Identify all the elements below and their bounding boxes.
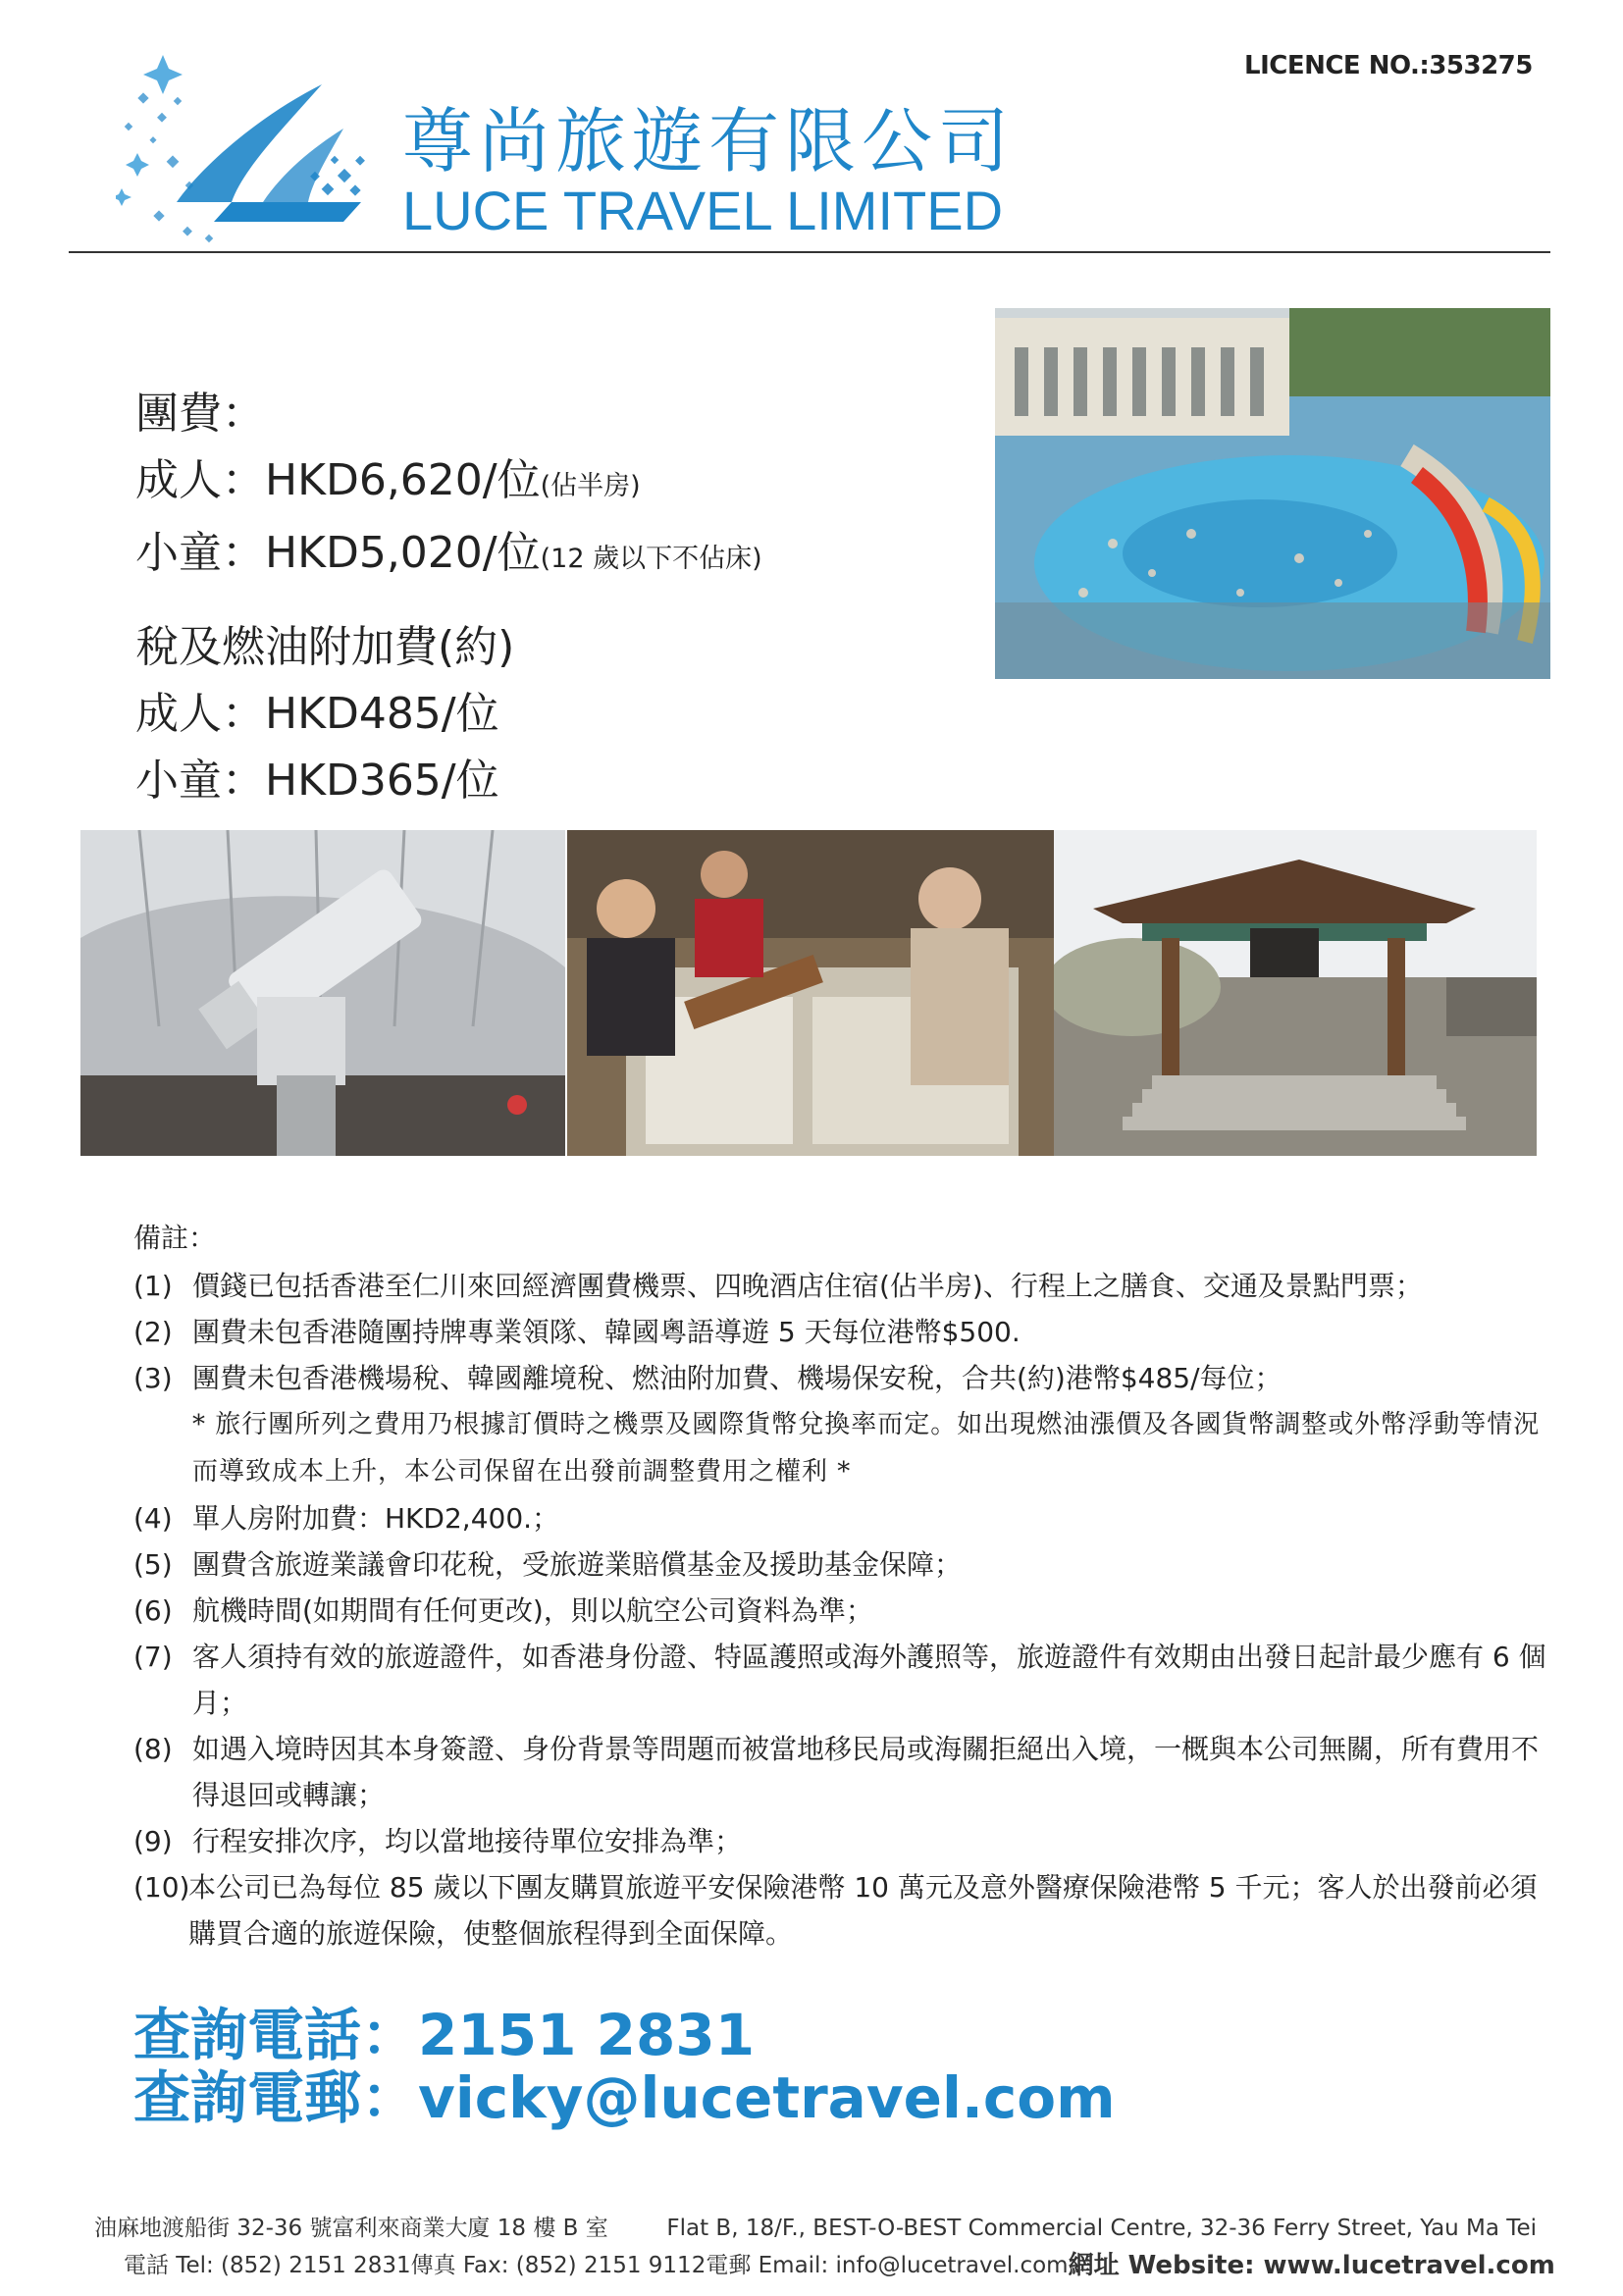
papermaking-workshop-photo [567, 830, 1054, 1156]
company-name-english: LUCE TRAVEL LIMITED [402, 180, 1004, 241]
enquiry-email[interactable]: vicky@lucetravel.com [418, 2064, 1116, 2131]
remark-item: (1) 價錢已包括香港至仁川來回經濟團費機票、四晚酒店住宿(佔半房)、行程上之膳食、交通及景點門票； [133, 1270, 1423, 1302]
remark-item: (10) 本公司已為每位 85 歲以下團友購買旅遊平安保險港幣 10 萬元及意外醫療保險港幣 5 千元；客人於出發前必須購買合適的旅遊保險，使整個旅程得到全面保障。 [133, 1871, 1538, 1950]
adult-price: HKD6,620/位 [265, 455, 541, 505]
remark-item: (7) 客人須持有效的旅遊證件，如香港身份證、特區護照或海外護照等，旅遊證件有效期由出發日起計最少應有 6 個月； [133, 1641, 1546, 1719]
remarks-title: 備註： [133, 1222, 217, 1254]
tax-adult [135, 681, 762, 748]
tax-child-label: 小童： [135, 756, 265, 806]
observatory-telescope-photo [80, 830, 565, 1156]
tax-adult-price: HKD485/位 [265, 689, 499, 739]
tour-fees [135, 381, 762, 814]
water-park-photo [995, 308, 1550, 679]
remark-item: (5) 團費含旅遊業議會印花稅，受旅遊業賠償基金及援助基金保障； [133, 1548, 963, 1581]
adult-label: 成人： [135, 455, 265, 505]
remark-item: (9) 行程安排次序，均以當地接待單位安排為準； [133, 1825, 743, 1857]
price-adjustment-notice: * 旅行團所列之費用乃根據訂價時之機票及國際貨幣兌換率而定。如出現燃油漲價及各國貨幣調整或外幣浮動等情況而導致成本上升，本公司保留在出發前調整費用之權利 * [192, 1410, 1541, 1487]
remarks-section [133, 1215, 1546, 1957]
child-price: HKD5,020/位 [265, 528, 541, 578]
address-chinese: 油麻地渡船街 32-36 號富利來商業大廈 18 樓 B 室 [94, 2216, 608, 2241]
enquiry-phone-label: 查詢電話： [133, 2002, 419, 2068]
enquiry-email-label: 查詢電郵： [133, 2064, 419, 2131]
tax-title: 稅及燃油附加費(約) [135, 622, 515, 672]
tax-adult-label: 成人： [135, 689, 265, 739]
enquiry-phone[interactable]: 2151 2831 [418, 2002, 756, 2068]
enquiry-email-line [133, 2066, 1116, 2129]
adult-note: (佔半房) [540, 471, 641, 501]
tax-child-price: HKD365/位 [265, 756, 499, 806]
child-label: 小童： [135, 528, 265, 578]
temple-gate-photo [1054, 830, 1537, 1156]
remark-item: (2) 團費未包香港隨團持牌專業領隊、韓國粵語導遊 5 天每位港幣$500. [133, 1316, 1021, 1348]
footer-email[interactable]: 電郵 Email: info@lucetravel.com [706, 2253, 1069, 2278]
remark-item: (8) 如遇入境時因其本身簽證、身份背景等問題而被當地移民局或海關拒絕出入境，一概與本公司無關，所有費用不得退回或轉讓； [133, 1733, 1540, 1811]
footer-fax: 傳真 Fax: (852) 2151 9112 [410, 2253, 707, 2278]
remark-item: (6) 航機時間(如期間有任何更改)，則以航空公司資料為準； [133, 1594, 873, 1627]
company-footer [94, 2210, 1555, 2284]
remark-item: (3) 團費未包香港機場稅、韓國離境稅、燃油附加費、機場保安稅，合共(約)港幣$485/每位； [133, 1362, 1283, 1394]
child-fee [135, 520, 762, 593]
tax-child [135, 748, 762, 814]
remark-item: (4) 單人房附加費：HKD2,400.； [133, 1502, 560, 1535]
fees-title: 團費： [135, 389, 265, 439]
company-name-chinese: 尊尚旅遊有限公司 [402, 100, 1016, 183]
footer-tel: 電話 Tel: (852) 2151 2831 [124, 2253, 411, 2278]
child-note: (12 歲以下不佔床) [540, 544, 762, 574]
enquiry-contact [133, 2004, 1116, 2129]
company-logo [116, 55, 381, 247]
licence-number: LICENCE NO.:353275 [1244, 51, 1533, 80]
header-divider [69, 251, 1550, 253]
enquiry-phone-line [133, 2004, 1116, 2066]
address-english: Flat B, 18/F., BEST-O-BEST Commercial Centre, 32-36 Ferry Street, Yau Ma Tei [666, 2216, 1537, 2241]
adult-fee [135, 447, 762, 520]
footer-website[interactable]: 網址 Website: www.lucetravel.com [1068, 2251, 1555, 2280]
